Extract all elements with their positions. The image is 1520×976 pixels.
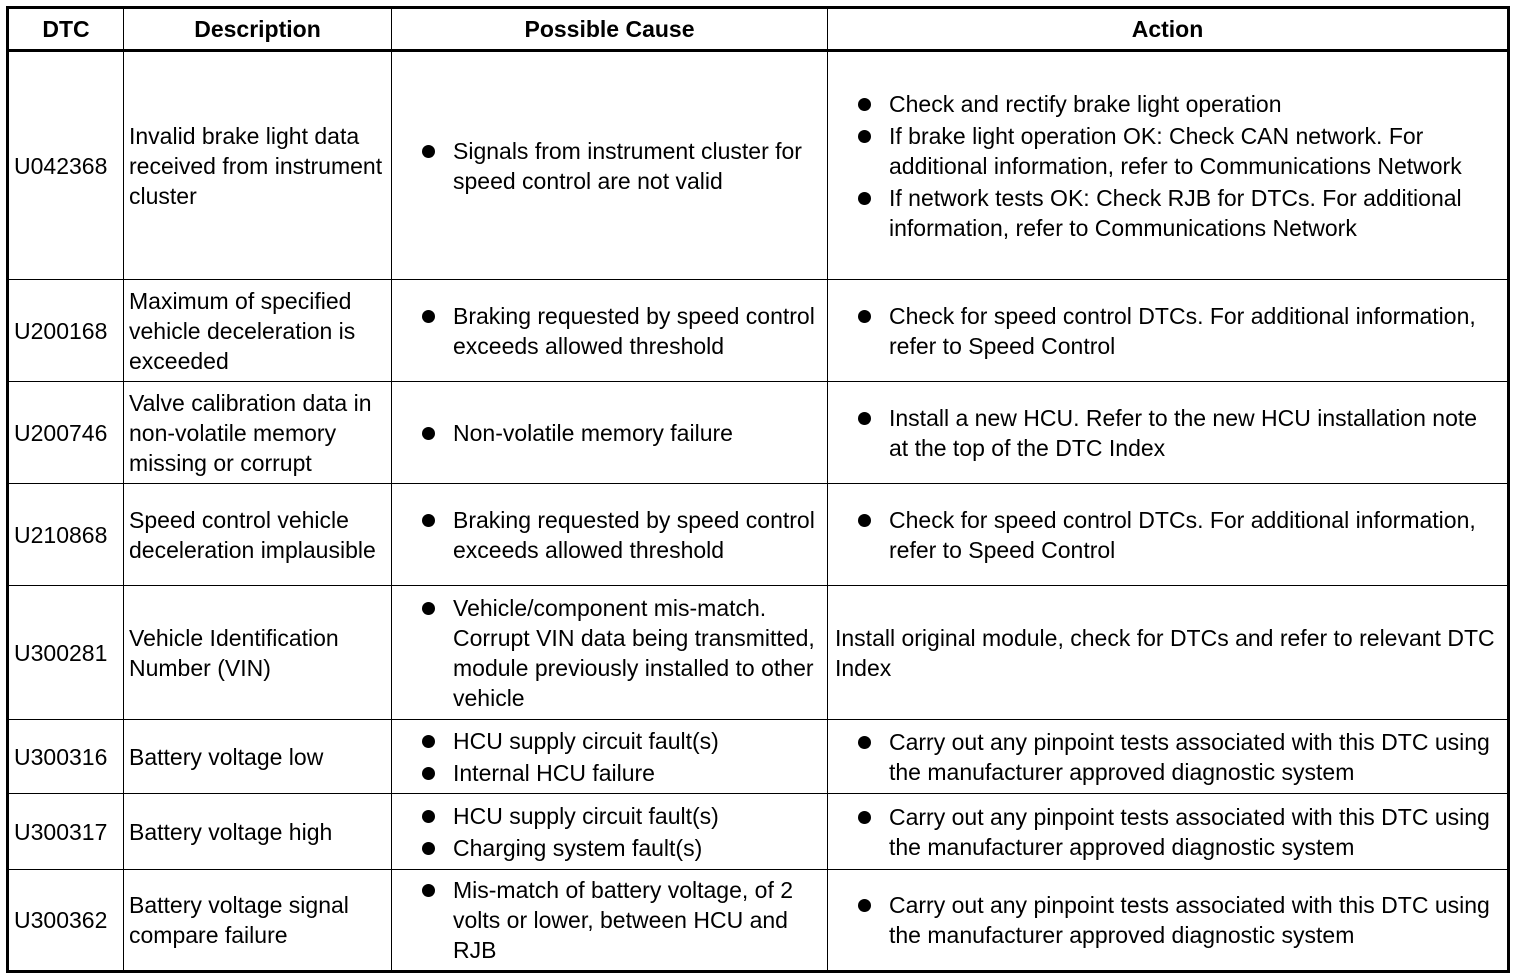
action-item xyxy=(833,301,1502,361)
action-list xyxy=(833,802,1502,862)
bullet-icon xyxy=(422,810,435,823)
cause-item xyxy=(397,801,822,831)
possible-cause-cell xyxy=(392,720,828,794)
action-list xyxy=(833,727,1502,787)
cause-list xyxy=(397,875,822,965)
cause-text: Signals from instrument cluster for speed control are not valid xyxy=(453,137,802,194)
bullet-icon xyxy=(422,842,435,855)
possible-cause-cell xyxy=(392,51,828,280)
cause-text: Internal HCU failure xyxy=(453,759,655,786)
bullet-icon xyxy=(422,767,435,780)
table-row xyxy=(8,720,1509,794)
dtc-code: U200746 xyxy=(8,382,124,484)
dtc-code: U200168 xyxy=(8,280,124,382)
dtc-code: U300316 xyxy=(8,720,124,794)
cause-list xyxy=(397,593,822,713)
bullet-icon xyxy=(422,735,435,748)
cause-text: Braking requested by speed control exceeds allowed threshold xyxy=(453,302,815,359)
action-text: Carry out any pinpoint tests associated with this DTC using the manufacturer approved diagnostic system xyxy=(889,728,1490,785)
action-cell xyxy=(828,280,1509,382)
action-cell: Install original module, check for DTCs and refer to relevant DTC Index xyxy=(828,586,1509,720)
dtc-code: U042368 xyxy=(8,51,124,280)
header-action: Action xyxy=(828,8,1509,51)
bullet-icon xyxy=(858,98,871,111)
action-text: Check for speed control DTCs. For additional information, refer to Speed Control xyxy=(889,506,1476,563)
dtc-description: Invalid brake light data received from instrument cluster xyxy=(124,51,392,280)
header-description: Description xyxy=(124,8,392,51)
action-list xyxy=(833,403,1502,463)
dtc-description: Battery voltage high xyxy=(124,794,392,870)
cause-item xyxy=(397,833,822,863)
cause-item xyxy=(397,593,822,713)
cause-item xyxy=(397,726,822,756)
action-text: If brake light operation OK: Check CAN network. For additional information, refer to Communications Network xyxy=(889,122,1462,179)
cause-item xyxy=(397,418,822,448)
header-possible-cause: Possible Cause xyxy=(392,8,828,51)
bullet-icon xyxy=(858,514,871,527)
header-dtc: DTC xyxy=(8,8,124,51)
dtc-description: Vehicle Identification Number (VIN) xyxy=(124,586,392,720)
bullet-icon xyxy=(422,602,435,615)
action-text: Carry out any pinpoint tests associated with this DTC using the manufacturer approved diagnostic system xyxy=(889,803,1490,860)
action-text: If network tests OK: Check RJB for DTCs. For additional information, refer to Communications Network xyxy=(889,184,1462,241)
dtc-description: Maximum of specified vehicle deceleration is exceeded xyxy=(124,280,392,382)
bullet-icon xyxy=(858,310,871,323)
dtc-code: U300317 xyxy=(8,794,124,870)
bullet-icon xyxy=(422,310,435,323)
action-text: Check and rectify brake light operation xyxy=(889,90,1282,117)
cause-text: Braking requested by speed control exceeds allowed threshold xyxy=(453,506,815,563)
action-text: Check for speed control DTCs. For additional information, refer to Speed Control xyxy=(889,302,1476,359)
action-text: Install a new HCU. Refer to the new HCU installation note at the top of the DTC Index xyxy=(889,404,1478,461)
table-row xyxy=(8,484,1509,586)
cause-list xyxy=(397,136,822,196)
cause-item xyxy=(397,758,822,788)
cause-item xyxy=(397,301,822,361)
bullet-icon xyxy=(422,427,435,440)
table-row xyxy=(8,586,1509,720)
bullet-icon xyxy=(858,130,871,143)
dtc-code: U300362 xyxy=(8,870,124,972)
possible-cause-cell xyxy=(392,382,828,484)
dtc-description: Battery voltage low xyxy=(124,720,392,794)
cause-item xyxy=(397,875,822,965)
table-body xyxy=(8,51,1509,972)
bullet-icon xyxy=(858,899,871,912)
dtc-description: Valve calibration data in non-volatile memory missing or corrupt xyxy=(124,382,392,484)
table-row xyxy=(8,280,1509,382)
cause-text: Vehicle/component mis-match. Corrupt VIN data being transmitted, module previously installed to other vehicle xyxy=(453,594,815,711)
bullet-icon xyxy=(422,514,435,527)
action-item xyxy=(833,403,1502,463)
cause-list xyxy=(397,801,822,863)
cause-list xyxy=(397,418,822,448)
bullet-icon xyxy=(422,145,435,158)
dtc-code: U210868 xyxy=(8,484,124,586)
action-cell xyxy=(828,870,1509,972)
action-cell xyxy=(828,794,1509,870)
table-row xyxy=(8,382,1509,484)
action-text: Carry out any pinpoint tests associated with this DTC using the manufacturer approved diagnostic system xyxy=(889,892,1490,948)
action-item xyxy=(833,727,1502,787)
action-item xyxy=(833,802,1502,862)
action-list xyxy=(833,89,1502,243)
action-list xyxy=(833,890,1502,950)
bullet-icon xyxy=(858,412,871,425)
bullet-icon xyxy=(422,884,435,897)
table-row xyxy=(8,870,1509,972)
action-item xyxy=(833,121,1502,181)
cause-item xyxy=(397,136,822,196)
action-cell xyxy=(828,51,1509,280)
action-list xyxy=(833,301,1502,361)
bullet-icon xyxy=(858,192,871,205)
cause-list xyxy=(397,726,822,788)
cause-list xyxy=(397,301,822,361)
cause-list xyxy=(397,505,822,565)
bullet-icon xyxy=(858,736,871,749)
action-item xyxy=(833,890,1502,950)
possible-cause-cell xyxy=(392,794,828,870)
dtc-description: Speed control vehicle deceleration implausible xyxy=(124,484,392,586)
dtc-description: Battery voltage signal compare failure xyxy=(124,870,392,972)
table-row xyxy=(8,794,1509,870)
cause-text: Mis-match of battery voltage, of 2 volts or lower, between HCU and RJB xyxy=(453,877,794,963)
action-cell xyxy=(828,720,1509,794)
cause-text: Non-volatile memory failure xyxy=(453,419,733,446)
cause-text: HCU supply circuit fault(s) xyxy=(453,727,719,754)
cause-item xyxy=(397,505,822,565)
action-item xyxy=(833,505,1502,565)
cause-text: HCU supply circuit fault(s) xyxy=(453,802,719,829)
action-item xyxy=(833,183,1502,243)
possible-cause-cell xyxy=(392,484,828,586)
possible-cause-cell xyxy=(392,870,828,972)
cause-text: Charging system fault(s) xyxy=(453,834,703,861)
bullet-icon xyxy=(858,811,871,824)
action-item xyxy=(833,89,1502,119)
possible-cause-cell xyxy=(392,586,828,720)
dtc-table xyxy=(6,6,1510,973)
possible-cause-cell xyxy=(392,280,828,382)
action-list xyxy=(833,505,1502,565)
action-cell xyxy=(828,382,1509,484)
table-row xyxy=(8,51,1509,280)
dtc-code: U300281 xyxy=(8,586,124,720)
header-row xyxy=(8,8,1509,51)
action-cell xyxy=(828,484,1509,586)
